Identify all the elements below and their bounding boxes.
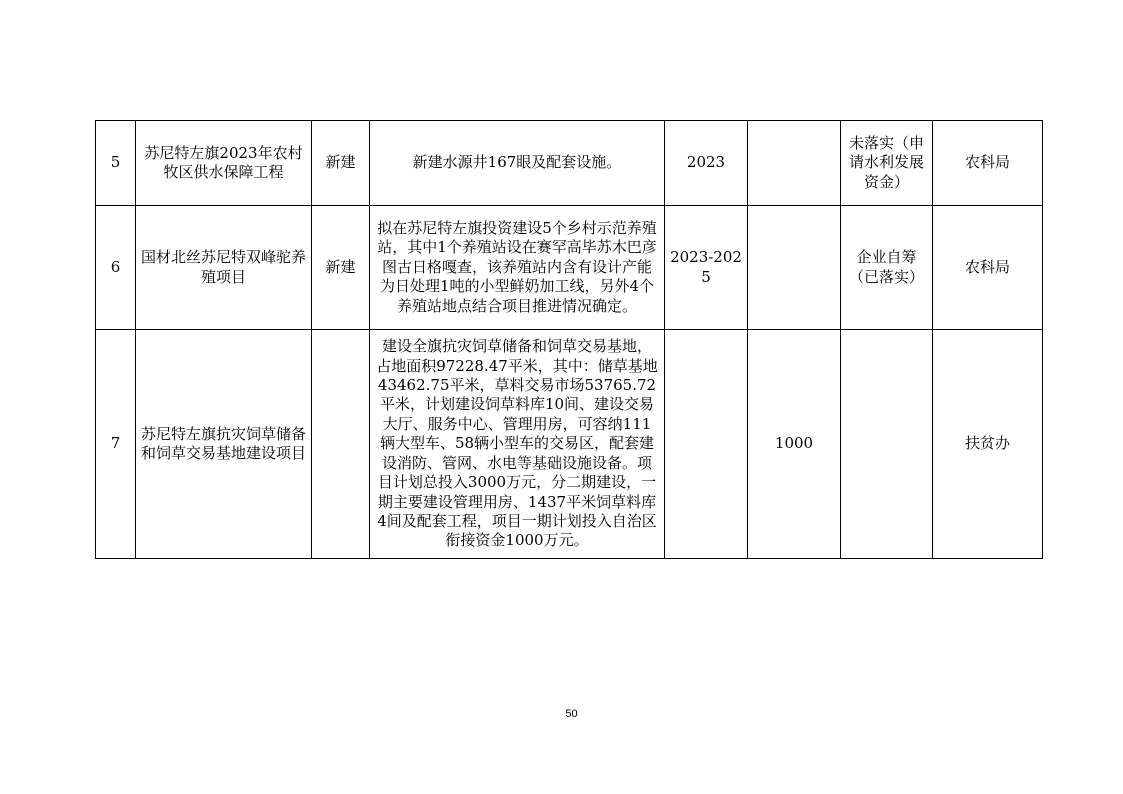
funding-source: 未落实（申请水利发展资金） <box>841 121 933 206</box>
row-number: 6 <box>96 206 136 330</box>
project-name: 国材北丝苏尼特双峰驼养殖项目 <box>136 206 312 330</box>
table-row <box>96 330 1043 559</box>
row-number: 7 <box>96 330 136 559</box>
investment-amount <box>748 121 841 206</box>
construction-period: 2023-2025 <box>665 206 748 330</box>
funding-source <box>841 330 933 559</box>
table-row <box>96 206 1043 330</box>
row-number: 5 <box>96 121 136 206</box>
construction-period: 2023 <box>665 121 748 206</box>
project-content: 建设全旗抗灾饲草储备和饲草交易基地，占地面积97228.47平米，其中：储草基地43462.75平米，草料交易市场53765.72平米，计划建设饲草料库10间、建设交易大厅、服务中心、管理用房，可容纳111辆大型车、58辆小型车的交易区，配套建设消防、管网、水电等基础设施设备。项目计划总投入3000万元，分二期建设，一期主要建设管理用房、1437平米饲草料库4间及配套工程，项目一期计划投入自治区衔接资金1000万元。 <box>370 330 665 559</box>
construction-type: 新建 <box>312 206 370 330</box>
responsible-department: 扶贫办 <box>933 330 1043 559</box>
funding-source: 企业自筹（已落实） <box>841 206 933 330</box>
investment-amount <box>748 206 841 330</box>
project-content: 拟在苏尼特左旗投资建设5个乡村示范养殖站，其中1个养殖站设在赛罕高毕苏木巴彦图古日格嘎查，该养殖站内含有设计产能为日处理1吨的小型鲜奶加工线，另外4个养殖站地点结合项目推进情况确定。 <box>370 206 665 330</box>
construction-type: 新建 <box>312 121 370 206</box>
responsible-department: 农科局 <box>933 121 1043 206</box>
responsible-department: 农科局 <box>933 206 1043 330</box>
table-row <box>96 121 1043 206</box>
project-name: 苏尼特左旗2023年农村牧区供水保障工程 <box>136 121 312 206</box>
investment-amount: 1000 <box>748 330 841 559</box>
project-table <box>95 120 1043 559</box>
project-name: 苏尼特左旗抗灾饲草储备和饲草交易基地建设项目 <box>136 330 312 559</box>
construction-period <box>665 330 748 559</box>
page-number: 50 <box>565 708 578 720</box>
construction-type <box>312 330 370 559</box>
project-content: 新建水源井167眼及配套设施。 <box>370 121 665 206</box>
